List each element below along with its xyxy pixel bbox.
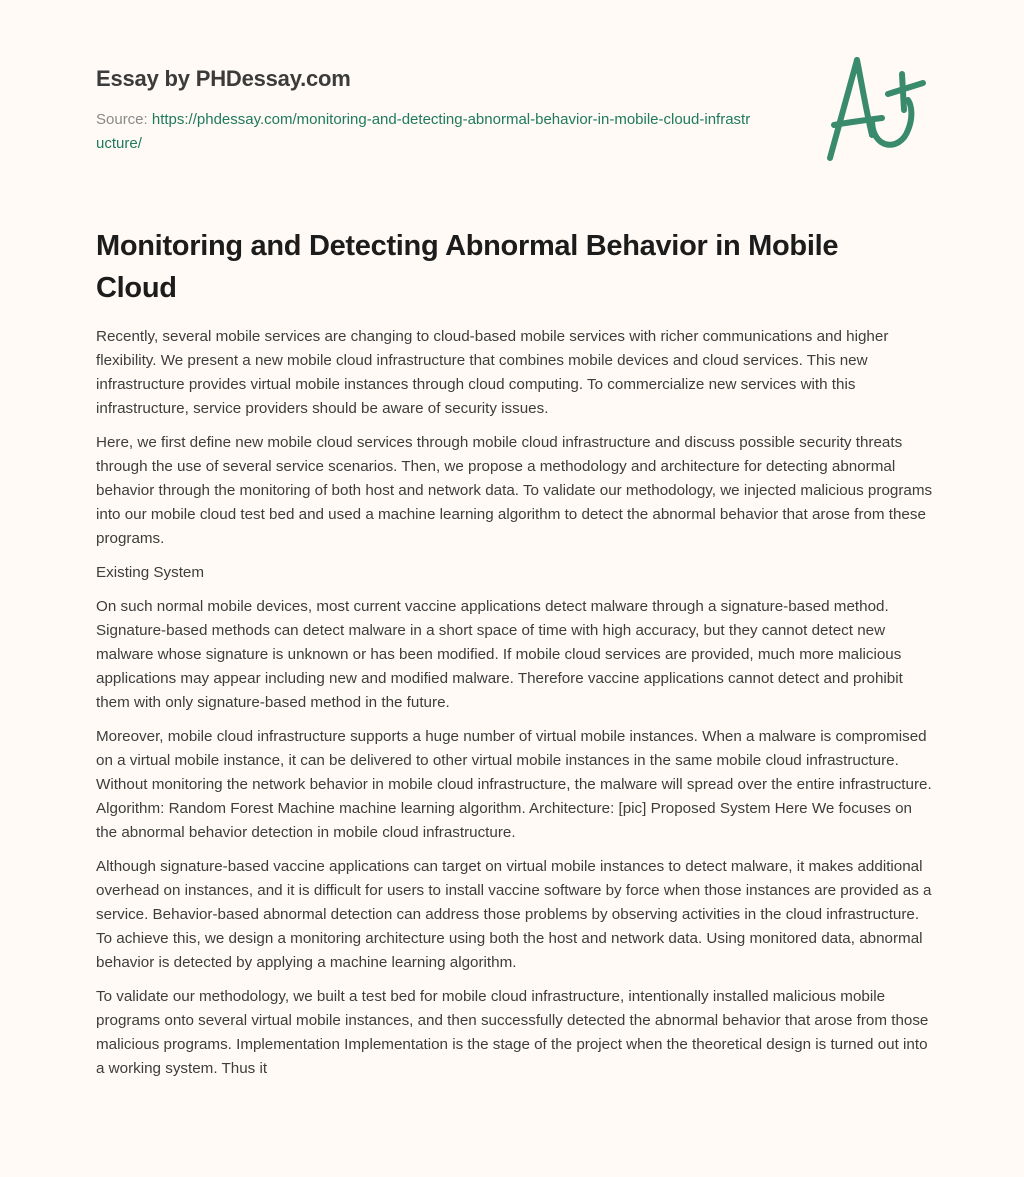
paragraph: On such normal mobile devices, most current vaccine applications detect malware through a signature-based method. Signature-based methods can detect malware in a short space of time with high accuracy, but they cannot detect new malware whose signature is unknown or has been modified. If mobile cloud services are provided, much more malicious applications may appear including new and modified malware. Therefore vaccine applications cannot detect and prohibit them with only signature-based method in the future. bbox=[96, 598, 903, 711]
paragraph: Moreover, mobile cloud infrastructure supports a huge number of virtual mobile instances. When a malware is compromised on a virtual mobile instance, it can be delivered to other virtual mobile instances in the same mobile cloud infrastructure. Without monitoring the network behavior in mobile cloud infrastructure, the malware will spread over the entire infrastructure. Algorithm: Random Forest Machine machine learning algorithm. Architecture: [pic] Proposed System Here We focuses on the abnormal behavior detection in mobile cloud infrastructure. bbox=[96, 728, 932, 841]
source-line bbox=[96, 108, 756, 156]
paragraph: Recently, several mobile services are changing to cloud-based mobile services with richer communications and higher flexibility. We present a new mobile cloud infrastructure that combines mobile devices and cloud services. This new infrastructure provides virtual mobile instances through cloud computing. To commercialize new services with this infrastructure, service providers should be aware of security issues. bbox=[96, 328, 889, 417]
section-heading-existing-system: Existing System bbox=[96, 564, 205, 581]
paragraph: To validate our methodology, we built a test bed for mobile cloud infrastructure, intentionally installed malicious mobile programs onto several virtual mobile instances, and then successfully detected the abnormal behavior that arose from those malicious programs. Implementation Implementation is the stage of the project when the theoretical design is turned out into a working system. Thus it bbox=[96, 988, 929, 1077]
a-plus-grade-icon bbox=[820, 40, 940, 170]
source-label: Source: bbox=[96, 111, 148, 128]
paragraph: Here, we first define new mobile cloud services through mobile cloud infrastructure and discuss possible security threats through the use of several service scenarios. Then, we propose a methodology and architecture for detecting abnormal behavior through the monitoring of both host and network data. To validate our methodology, we injected malicious programs into our mobile cloud test bed and used a machine learning algorithm to detect the abnormal behavior that arose from these programs. bbox=[96, 434, 933, 547]
article-body bbox=[96, 325, 936, 1091]
article-title: Monitoring and Detecting Abnormal Behavior in Mobile Cloud bbox=[96, 230, 839, 304]
brand-title: Essay by PHDessay.com bbox=[96, 66, 351, 91]
paragraph: Although signature-based vaccine applications can target on virtual mobile instances to detect malware, it makes additional overhead on instances, and it is difficult for users to install vaccine software by force when those instances are provided as a service. Behavior-based abnormal detection can address those problems by observing activities in the cloud infrastructure. To achieve this, we design a monitoring architecture using both the host and network data. Using monitored data, abnormal behavior is detected by applying a machine learning algorithm. bbox=[96, 858, 932, 971]
source-link[interactable]: https://phdessay.com/monitoring-and-detecting-abnormal-behavior-in-mobile-cloud-infrastructure/ bbox=[96, 111, 751, 152]
page-header bbox=[96, 64, 796, 156]
